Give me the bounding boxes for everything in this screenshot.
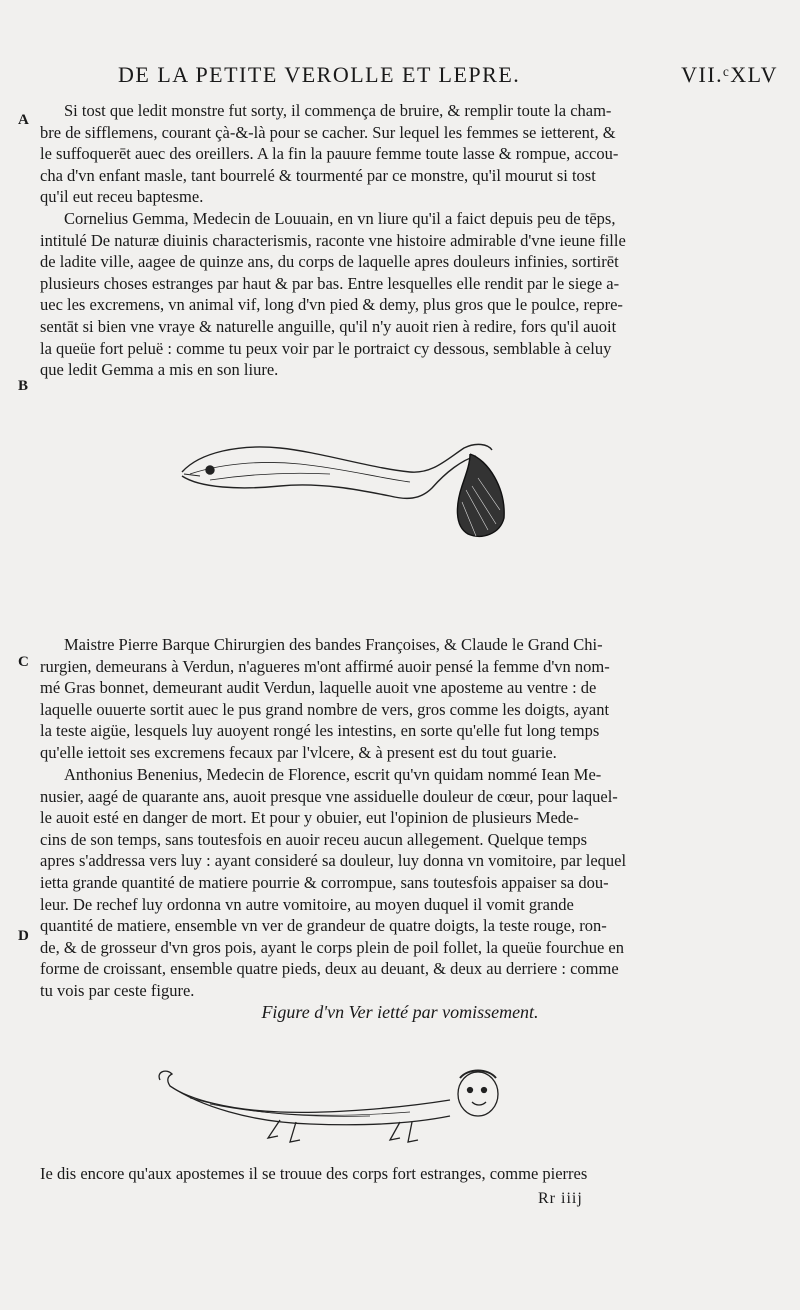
margin-letter-b: B: [18, 378, 29, 394]
text-line: Anthonius Benenius, Medecin de Florence, escrit qu'vn quidam nommé Iean Me-: [64, 765, 602, 784]
text-line: le auoit esté en danger de mort. Et pour y obuier, eut l'opinion de plusieurs Mede-: [40, 808, 579, 828]
text-line: mé Gras bonnet, demeurant audit Verdun, laquelle auoit vne aposteme au ventre : de: [40, 678, 597, 698]
text-line: cins de son temps, sans toutesfois en auoir receu aucun allegement. Quelque temps: [40, 829, 588, 849]
text-line: nusier, aagé de quarante ans, auoit presque vne assiduelle douleur de cœur, pour laquel-: [40, 786, 618, 806]
text-line: rurgien, demeurans à Verdun, n'agueres m'ont affirmé auoir pensé la femme d'vn nom-: [40, 656, 610, 676]
text-line: que ledit Gemma a mis en son liure.: [40, 360, 279, 380]
paragraph-1: [40, 100, 758, 208]
text-line: intitulé De naturæ diuinis characterismis, raconte vne histoire admirable d'vne ieune fille: [40, 230, 626, 250]
worm-creature-illustration: [150, 1066, 510, 1156]
text-line: forme de croissant, ensemble quatre pieds, deux au deuant, & deux au derriere : comme: [40, 959, 619, 979]
text-line: uec les excremens, vn animal vif, long d'vn pied & demy, plus gros que le poulce, repre-: [40, 295, 623, 315]
margin-letter-d: D: [18, 928, 29, 944]
text-line: le suffoquerēt auec des oreillers. A la fin la pauure femme toute lasse & rompue, accou-: [40, 144, 619, 164]
text-line: cha d'vn enfant masle, tant bourrelé & tourmenté par ce monstre, qu'il mourut si tost: [40, 165, 596, 185]
text-line: apres s'addressa vers luy : ayant consideré sa douleur, luy donna vn vomitoire, par lequel: [40, 851, 627, 871]
text-line: Si tost que ledit monstre fut sorty, il commença de bruire, & remplir toute la cham-: [64, 101, 612, 120]
chapter-title: DE LA PETITE VEROLLE ET LEPRE.: [118, 62, 521, 87]
margin-letter-c: C: [18, 654, 29, 670]
text-line: laquelle ouuerte sortit auec le pus grand nombre de vers, gros comme les doigts, ayant: [40, 699, 610, 719]
text-line: de, & de grosseur d'vn gros pois, ayant le corps plein de poil follet, la queüe fourchue en: [40, 937, 624, 957]
text-line: ietta grande quantité de matiere pourrie & corrompue, sans toutesfois appaiser sa dou-: [40, 872, 609, 892]
text-line: la queüe fort peluë : comme tu peux voir par le portraict cy dessous, semblable à celuy: [40, 338, 612, 358]
paragraph-3: [40, 634, 758, 764]
text-line: qu'il eut receu baptesme.: [40, 187, 204, 207]
text-line: de ladite ville, aagee de quinze ans, du corps de laquelle apres douleurs infinies, sortirēt: [40, 252, 619, 272]
text-line: leur. De rechef luy ordonna vn autre vomitoire, au moyen duquel il vomit grande: [40, 894, 574, 914]
text-line: la teste aigüe, lesquels luy auoyent rongé les intestins, en sorte qu'elle fut long temps: [40, 721, 600, 741]
eel-illustration: [170, 430, 510, 545]
figure-caption: Figure d'vn Ver ietté par vomissement.: [261, 1002, 539, 1022]
signature-mark: Rr iiij: [538, 1190, 583, 1207]
closing-line: Ie dis encore qu'aux apostemes il se trouue des corps fort estranges, comme pierres: [40, 1164, 588, 1183]
text-line: bre de sifflemens, courant çà-&-là pour se cacher. Sur lequel les femmes se ietterent, &: [40, 122, 616, 142]
page-number: VII.ᶜXLV: [681, 62, 778, 87]
text-line: quantité de matiere, ensemble vn ver de grandeur de quatre doigts, la teste rouge, ron-: [40, 916, 607, 936]
text-line: sentāt si bien vne vraye & naturelle anguille, qu'il n'y auoit rien à redire, fors qu'il auoit: [40, 316, 617, 336]
margin-letter-a: A: [18, 112, 29, 128]
text-line: Cornelius Gemma, Medecin de Louuain, en vn liure qu'il a faict depuis peu de tēps,: [64, 209, 616, 228]
text-line: Maistre Pierre Barque Chirurgien des bandes Françoises, & Claude le Grand Chi-: [64, 635, 603, 654]
paragraph-4: [40, 764, 758, 1002]
paragraph-2: [40, 208, 758, 381]
text-line: plusieurs choses estranges par haut & par bas. Entre lesquelles elle rendit par le siege a-: [40, 273, 620, 293]
text-line: tu vois par ceste figure.: [40, 980, 195, 1000]
text-line: qu'elle iettoit ses excremens fecaux par l'vlcere, & à present est du tout guarie.: [40, 742, 557, 762]
